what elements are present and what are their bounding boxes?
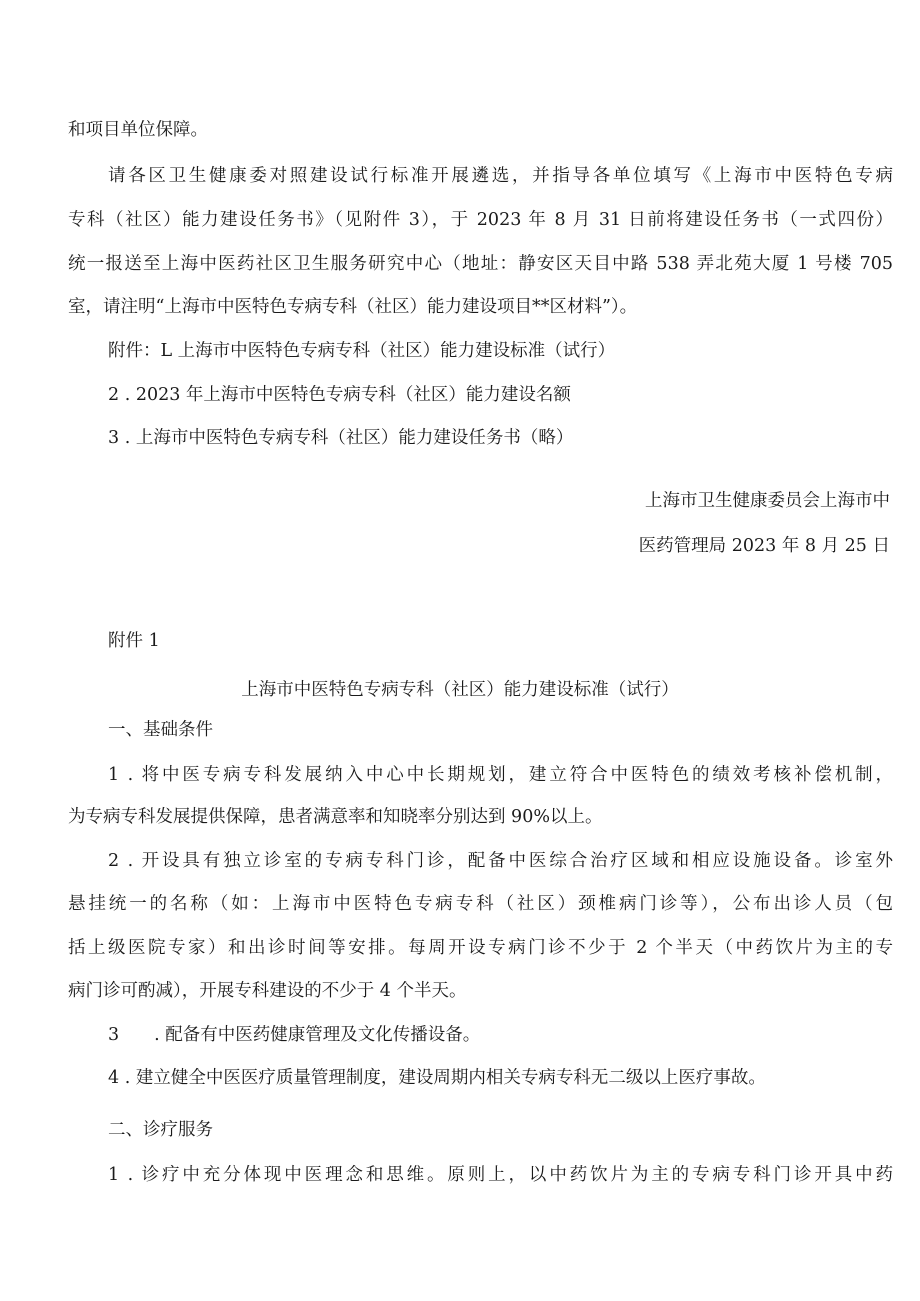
item-line: 2 . 开设具有独立诊室的专病专科门诊，配备中医综合治疗区域和相应设施设备。诊室外: [108, 851, 893, 871]
paragraph-line: 请各区卫生健康委对照建设试行标准开展遴选，并指导各单位填写《上海市中医特色专病: [108, 166, 893, 186]
item-line: 1 . 将中医专病专科发展纳入中心中长期规划，建立符合中医特色的绩效考核补偿机制，: [108, 765, 893, 785]
attachment-item: 2 . 2023 年上海市中医特色专病专科（社区）能力建设名额: [108, 385, 571, 405]
item-line: 括上级医院专家）和出诊时间等安排。每周开设专病门诊不少于 2 个半天（中药饮片为主的专: [68, 938, 893, 958]
attachment-label: 附件 1: [108, 631, 160, 651]
item-line: 3 . 配备有中医药健康管理及文化传播设备。: [108, 1025, 481, 1045]
section-heading: 二、诊疗服务: [108, 1120, 213, 1140]
signature-date: 医药管理局 2023 年 8 月 25 日: [638, 536, 890, 556]
paragraph-line: 专科（社区）能力建设任务书》（见附件 3），于 2023 年 8 月 31 日前将建设任务书（一式四份）: [68, 210, 893, 230]
signature-line: 上海市卫生健康委员会上海市中: [645, 491, 890, 511]
section-heading: 一、基础条件: [108, 720, 213, 740]
item-line: 为专病专科发展提供保障，患者满意率和知晓率分别达到 90%以上。: [68, 807, 603, 827]
document-title: 上海市中医特色专病专科（社区）能力建设标准（试行）: [241, 680, 679, 700]
paragraph-line: 室，请注明“上海市中医特色专病专科（社区）能力建设项目**区材料”）。: [68, 297, 638, 317]
paragraph-continuation: 和项目单位保障。: [68, 120, 208, 140]
attachment-item: 附件：L 上海市中医特色专病专科（社区）能力建设标准（试行）: [108, 341, 616, 361]
item-line: 1 . 诊疗中充分体现中医理念和思维。原则上，以中药饮片为主的专病专科门诊开具中药: [108, 1165, 893, 1185]
attachment-item: 3 . 上海市中医特色专病专科（社区）能力建设任务书（略）: [108, 428, 574, 448]
paragraph-line: 统一报送至上海中医药社区卫生服务研究中心（地址：静安区天目中路 538 弄北苑大厦 1 号楼 705: [68, 254, 893, 274]
item-line: 病门诊可酌减），开展专科建设的不少于 4 个半天。: [68, 981, 467, 1001]
item-line: 4 . 建立健全中医医疗质量管理制度，建设周期内相关专病专科无二级以上医疗事故。: [108, 1068, 766, 1088]
item-line: 悬挂统一的名称（如：上海市中医特色专病专科（社区）颈椎病门诊等），公布出诊人员（包: [68, 894, 893, 914]
